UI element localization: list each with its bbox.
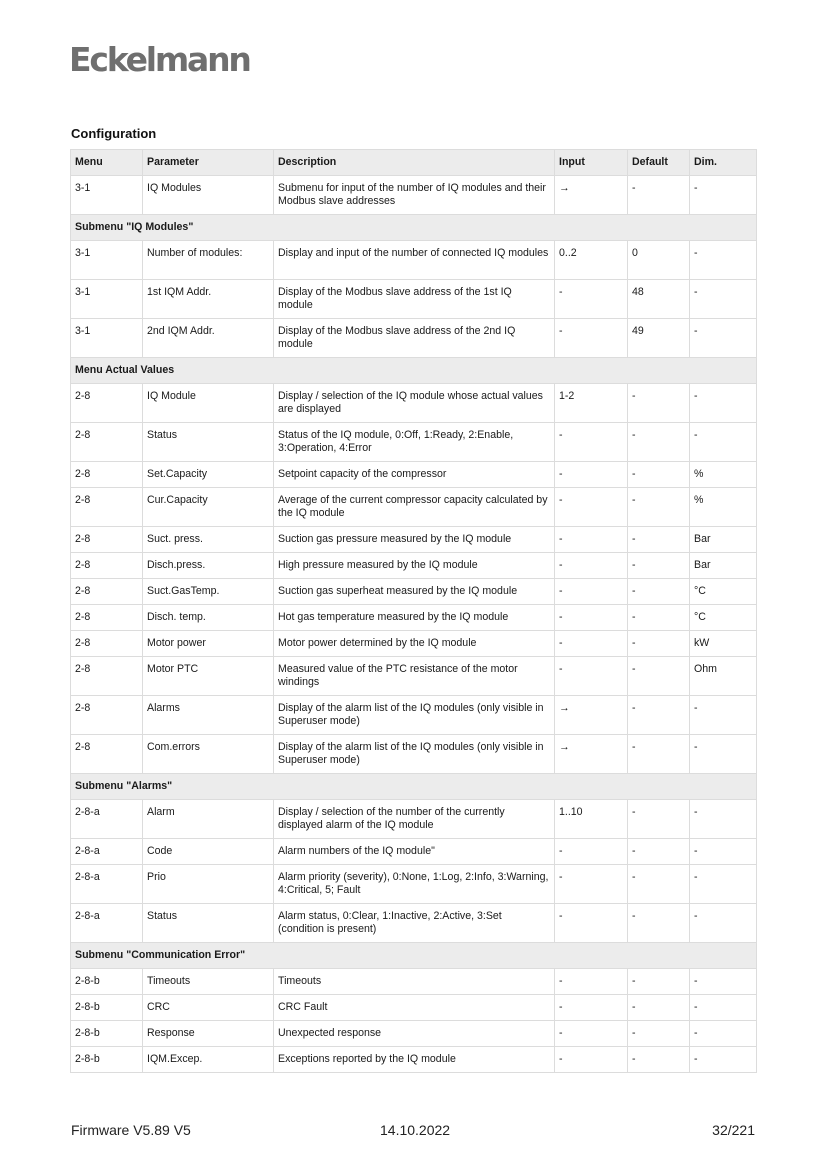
- cell-dim: °C: [690, 604, 757, 630]
- column-header-description: Description: [274, 150, 555, 176]
- cell-menu: 3-1: [71, 240, 143, 279]
- cell-dim: -: [690, 799, 757, 838]
- cell-description: Display / selection of the number of the currently displayed alarm of the IQ module: [274, 799, 555, 838]
- cell-default: -: [628, 799, 690, 838]
- cell-menu: 2-8-a: [71, 799, 143, 838]
- table-row: [71, 578, 757, 604]
- cell-menu: 3-1: [71, 279, 143, 318]
- cell-description: Hot gas temperature measured by the IQ module: [274, 604, 555, 630]
- cell-dim: -: [690, 175, 757, 214]
- section-title-cell: Submenu "IQ Modules": [71, 214, 757, 240]
- cell-menu: 2-8: [71, 734, 143, 773]
- cell-menu: 2-8: [71, 487, 143, 526]
- table-header-row: [71, 150, 757, 176]
- cell-default: -: [628, 552, 690, 578]
- table-row: [71, 526, 757, 552]
- footer-date: 14.10.2022: [380, 1122, 451, 1138]
- cell-dim: -: [690, 1020, 757, 1046]
- cell-input: -: [555, 422, 628, 461]
- cell-parameter: Code: [143, 838, 274, 864]
- section-row: [71, 942, 757, 968]
- cell-input: -: [555, 838, 628, 864]
- cell-dim: -: [690, 994, 757, 1020]
- cell-input: -: [555, 864, 628, 903]
- cell-menu: 2-8: [71, 604, 143, 630]
- section-row: [71, 357, 757, 383]
- eckelmann-logo: Eckelmann: [69, 40, 250, 79]
- cell-default: 49: [628, 318, 690, 357]
- table-row: [71, 734, 757, 773]
- cell-input: -: [555, 578, 628, 604]
- cell-menu: 2-8-b: [71, 968, 143, 994]
- cell-default: -: [628, 578, 690, 604]
- cell-parameter: Alarm: [143, 799, 274, 838]
- cell-default: -: [628, 487, 690, 526]
- cell-input: 1..10: [555, 799, 628, 838]
- cell-dim: -: [690, 240, 757, 279]
- cell-input: -: [555, 903, 628, 942]
- cell-parameter: IQ Module: [143, 383, 274, 422]
- cell-default: 0: [628, 240, 690, 279]
- cell-description: Suction gas superheat measured by the IQ module: [274, 578, 555, 604]
- cell-input: →: [555, 695, 628, 734]
- cell-dim: -: [690, 903, 757, 942]
- cell-default: -: [628, 656, 690, 695]
- cell-parameter: Timeouts: [143, 968, 274, 994]
- cell-description: Alarm priority (severity), 0:None, 1:Log, 2:Info, 3:Warning, 4:Critical, 5; Fault: [274, 864, 555, 903]
- cell-description: Display of the Modbus slave address of the 2nd IQ module: [274, 318, 555, 357]
- column-header-parameter: Parameter: [143, 150, 274, 176]
- cell-menu: 2-8: [71, 422, 143, 461]
- cell-description: Setpoint capacity of the compressor: [274, 461, 555, 487]
- cell-description: Exceptions reported by the IQ module: [274, 1046, 555, 1072]
- cell-description: Display of the alarm list of the IQ modules (only visible in Superuser mode): [274, 734, 555, 773]
- cell-parameter: Response: [143, 1020, 274, 1046]
- cell-description: Display of the alarm list of the IQ modules (only visible in Superuser mode): [274, 695, 555, 734]
- cell-description: Submenu for input of the number of IQ modules and their Modbus slave addresses: [274, 175, 555, 214]
- cell-parameter: Motor power: [143, 630, 274, 656]
- cell-input: -: [555, 552, 628, 578]
- cell-parameter: Suct.GasTemp.: [143, 578, 274, 604]
- cell-menu: 2-8: [71, 526, 143, 552]
- cell-dim: Ohm: [690, 656, 757, 695]
- cell-dim: -: [690, 279, 757, 318]
- column-header-default: Default: [628, 150, 690, 176]
- cell-menu: 2-8: [71, 578, 143, 604]
- table-row: [71, 175, 757, 214]
- cell-default: -: [628, 383, 690, 422]
- table-row: [71, 552, 757, 578]
- cell-menu: 2-8: [71, 656, 143, 695]
- table-row: [71, 630, 757, 656]
- cell-input: -: [555, 487, 628, 526]
- cell-input: 0..2: [555, 240, 628, 279]
- cell-dim: -: [690, 968, 757, 994]
- cell-input: -: [555, 1046, 628, 1072]
- cell-input: -: [555, 279, 628, 318]
- cell-menu: 2-8: [71, 695, 143, 734]
- cell-description: Display / selection of the IQ module whose actual values are displayed: [274, 383, 555, 422]
- cell-input: -: [555, 461, 628, 487]
- cell-default: -: [628, 461, 690, 487]
- section-title-cell: Submenu "Communication Error": [71, 942, 757, 968]
- cell-description: Measured value of the PTC resistance of the motor windings: [274, 656, 555, 695]
- cell-dim: -: [690, 864, 757, 903]
- cell-dim: -: [690, 734, 757, 773]
- column-header-dim: Dim.: [690, 150, 757, 176]
- cell-default: -: [628, 1020, 690, 1046]
- cell-parameter: Number of modules:: [143, 240, 274, 279]
- cell-menu: 2-8: [71, 630, 143, 656]
- cell-dim: -: [690, 695, 757, 734]
- cell-dim: -: [690, 318, 757, 357]
- cell-dim: %: [690, 487, 757, 526]
- cell-description: Display and input of the number of connected IQ modules: [274, 240, 555, 279]
- cell-dim: Bar: [690, 526, 757, 552]
- cell-menu: 2-8-a: [71, 838, 143, 864]
- cell-input: -: [555, 526, 628, 552]
- cell-dim: %: [690, 461, 757, 487]
- cell-default: -: [628, 864, 690, 903]
- section-title: Configuration: [71, 126, 157, 141]
- cell-dim: Bar: [690, 552, 757, 578]
- cell-input: →: [555, 175, 628, 214]
- cell-parameter: Prio: [143, 864, 274, 903]
- cell-default: 48: [628, 279, 690, 318]
- table-row: [71, 604, 757, 630]
- cell-default: -: [628, 994, 690, 1020]
- cell-menu: 2-8-a: [71, 903, 143, 942]
- cell-parameter: CRC: [143, 994, 274, 1020]
- cell-description: Unexpected response: [274, 1020, 555, 1046]
- cell-dim: -: [690, 1046, 757, 1072]
- cell-description: Motor power determined by the IQ module: [274, 630, 555, 656]
- cell-parameter: Disch. temp.: [143, 604, 274, 630]
- table-row: [71, 994, 757, 1020]
- cell-parameter: Alarms: [143, 695, 274, 734]
- cell-menu: 2-8-b: [71, 1046, 143, 1072]
- cell-parameter: 2nd IQM Addr.: [143, 318, 274, 357]
- cell-default: -: [628, 604, 690, 630]
- cell-default: -: [628, 734, 690, 773]
- cell-description: High pressure measured by the IQ module: [274, 552, 555, 578]
- cell-default: -: [628, 695, 690, 734]
- cell-default: -: [628, 1046, 690, 1072]
- cell-menu: 2-8-a: [71, 864, 143, 903]
- cell-default: -: [628, 422, 690, 461]
- cell-input: -: [555, 318, 628, 357]
- cell-input: -: [555, 1020, 628, 1046]
- cell-menu: 2-8-b: [71, 994, 143, 1020]
- cell-parameter: Cur.Capacity: [143, 487, 274, 526]
- table-row: [71, 240, 757, 279]
- footer-firmware: Firmware V5.89 V5: [71, 1122, 191, 1138]
- footer-page-number: 32/221: [712, 1122, 755, 1138]
- cell-parameter: Status: [143, 422, 274, 461]
- cell-input: 1-2: [555, 383, 628, 422]
- table-row: [71, 968, 757, 994]
- cell-parameter: IQM.Excep.: [143, 1046, 274, 1072]
- table-row: [71, 422, 757, 461]
- table-row: [71, 383, 757, 422]
- cell-default: -: [628, 838, 690, 864]
- cell-menu: 2-8: [71, 383, 143, 422]
- cell-description: Status of the IQ module, 0:Off, 1:Ready, 2:Enable, 3:Operation, 4:Error: [274, 422, 555, 461]
- cell-input: -: [555, 968, 628, 994]
- cell-parameter: Set.Capacity: [143, 461, 274, 487]
- section-row: [71, 214, 757, 240]
- cell-dim: -: [690, 838, 757, 864]
- cell-menu: 2-8-b: [71, 1020, 143, 1046]
- table-row: [71, 318, 757, 357]
- cell-parameter: Suct. press.: [143, 526, 274, 552]
- table-row: [71, 799, 757, 838]
- table-row: [71, 695, 757, 734]
- cell-menu: 3-1: [71, 318, 143, 357]
- cell-default: -: [628, 968, 690, 994]
- table-row: [71, 656, 757, 695]
- cell-parameter: Com.errors: [143, 734, 274, 773]
- cell-default: -: [628, 526, 690, 552]
- cell-default: -: [628, 903, 690, 942]
- parameter-table: [70, 149, 757, 1073]
- section-title-cell: Submenu "Alarms": [71, 773, 757, 799]
- table-row: [71, 461, 757, 487]
- table-row: [71, 903, 757, 942]
- cell-description: Average of the current compressor capacity calculated by the IQ module: [274, 487, 555, 526]
- table-row: [71, 279, 757, 318]
- cell-default: -: [628, 630, 690, 656]
- cell-dim: -: [690, 422, 757, 461]
- cell-parameter: Disch.press.: [143, 552, 274, 578]
- cell-description: Suction gas pressure measured by the IQ module: [274, 526, 555, 552]
- column-header-input: Input: [555, 150, 628, 176]
- cell-dim: -: [690, 383, 757, 422]
- cell-description: CRC Fault: [274, 994, 555, 1020]
- column-header-menu: Menu: [71, 150, 143, 176]
- cell-default: -: [628, 175, 690, 214]
- cell-input: -: [555, 656, 628, 695]
- table-row: [71, 838, 757, 864]
- cell-parameter: Status: [143, 903, 274, 942]
- table-row: [71, 864, 757, 903]
- table-row: [71, 1046, 757, 1072]
- table-body: [71, 175, 757, 1072]
- cell-description: Alarm numbers of the IQ module": [274, 838, 555, 864]
- section-title-cell: Menu Actual Values: [71, 357, 757, 383]
- cell-dim: kW: [690, 630, 757, 656]
- cell-input: -: [555, 994, 628, 1020]
- cell-parameter: Motor PTC: [143, 656, 274, 695]
- cell-menu: 2-8: [71, 552, 143, 578]
- cell-parameter: 1st IQM Addr.: [143, 279, 274, 318]
- cell-menu: 3-1: [71, 175, 143, 214]
- cell-menu: 2-8: [71, 461, 143, 487]
- cell-parameter: IQ Modules: [143, 175, 274, 214]
- cell-dim: °C: [690, 578, 757, 604]
- cell-input: →: [555, 734, 628, 773]
- table-row: [71, 1020, 757, 1046]
- cell-description: Alarm status, 0:Clear, 1:Inactive, 2:Active, 3:Set (condition is present): [274, 903, 555, 942]
- cell-input: -: [555, 630, 628, 656]
- cell-input: -: [555, 604, 628, 630]
- section-row: [71, 773, 757, 799]
- table-row: [71, 487, 757, 526]
- cell-description: Timeouts: [274, 968, 555, 994]
- cell-description: Display of the Modbus slave address of the 1st IQ module: [274, 279, 555, 318]
